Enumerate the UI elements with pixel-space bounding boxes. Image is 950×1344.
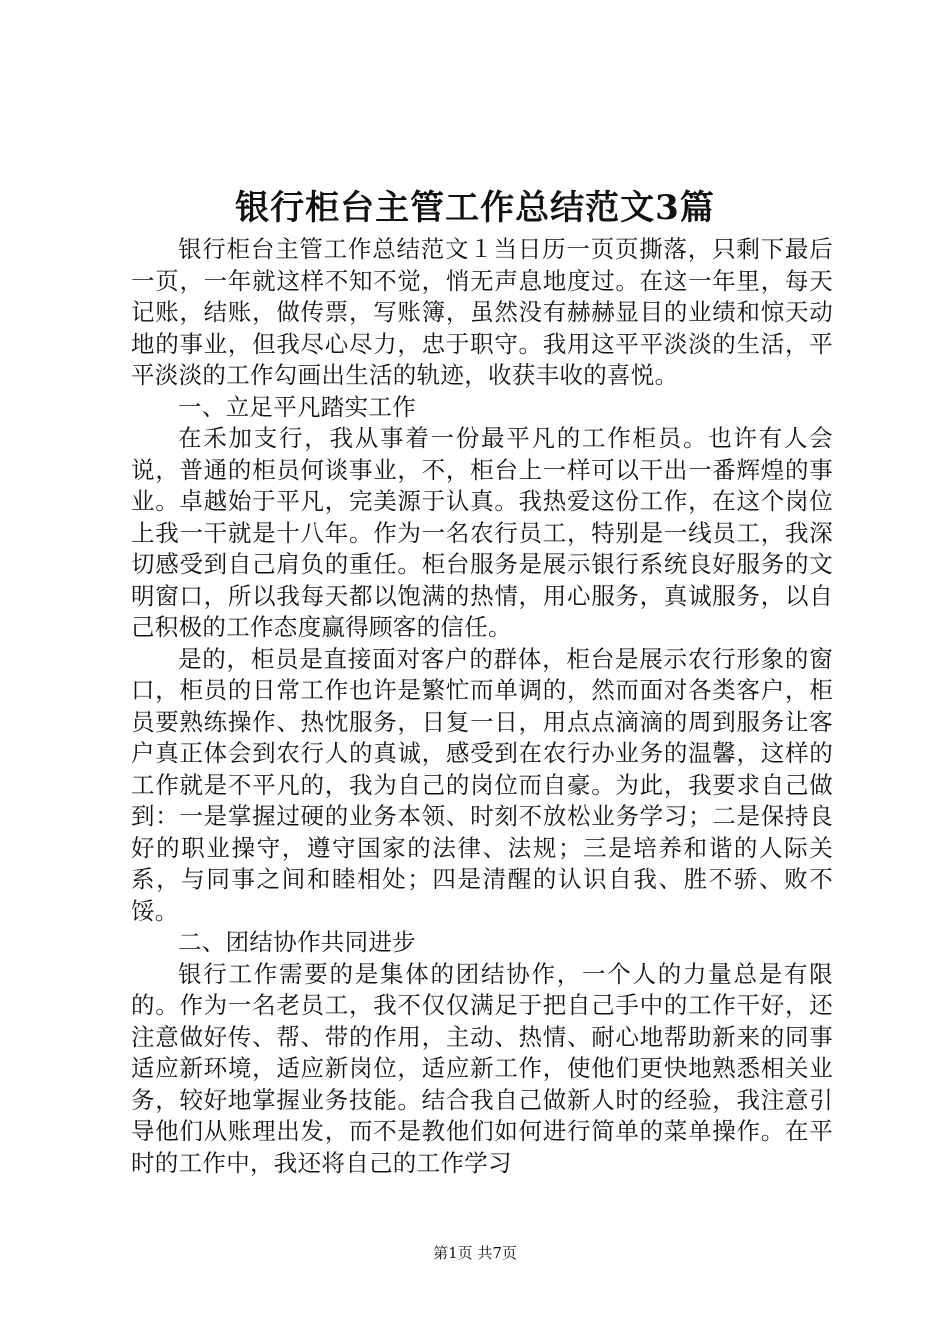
document-body bbox=[131, 234, 833, 1179]
section-heading-1: 一、立足平凡踏实工作 bbox=[178, 392, 416, 421]
paragraph-section-1b: 是的，柜员是直接面对客户的群体，柜台是展示农行形象的窗口，柜员的日常工作也许是繁忙而单调的，然而面对各类客户，柜员要熟练操作、热忱服务，日复一日，用点点滴滴的周到服务让客户真正体会到农行人的真诚，感受到在农行办业务的温馨，这样的工作就是不平凡的，我为自己的岗位而自豪。为此，我要求自己做到：一是掌握过硬的业务本领、时刻不放松业务学习；二是保持良好的职业操守，遵守国家的法律、法规；三是培养和谐的人际关系，与同事之间和睦相处；四是清醒的认识自我、胜不骄、败不馁。 bbox=[131, 644, 833, 925]
paragraph-section-1a: 在禾加支行，我从事着一份最平凡的工作柜员。也许有人会说，普通的柜员何谈事业，不，柜台上一样可以干出一番辉煌的事业。卓越始于平凡，完美源于认真。我热爱这份工作，在这个岗位上我一干就是十八年。作为一名农行员工，特别是一线员工，我深切感受到自己肩负的重任。柜台服务是展示银行系统良好服务的文明窗口，所以我每天都以饱满的热情，用心服务，真诚服务，以自己积极的工作态度赢得顾客的信任。 bbox=[131, 424, 833, 641]
paragraph-intro: 银行柜台主管工作总结范文１当日历一页页撕落，只剩下最后一页，一年就这样不知不觉，悄无声息地度过。在这一年里，每天记账，结账，做传票，写账簿，虽然没有赫赫显目的业绩和惊天动地的事业，但我尽心尽力，忠于职守。我用这平平淡淡的生活，平平淡淡的工作勾画出生活的轨迹，收获丰收的喜悦。 bbox=[131, 235, 833, 389]
paragraph-section-2a: 银行工作需要的是集体的团结协作，一个人的力量总是有限的。作为一名老员工，我不仅仅满足于把自己手中的工作干好，还注意做好传、帮、带的作用，主动、热情、耐心地帮助新来的同事适应新环境，适应新岗位，适应新工作，使他们更快地熟悉相关业务，较好地掌握业务技能。结合我自己做新人时的经验，我注意引导他们从账理出发，而不是教他们如何进行简单的菜单操作。在平时的工作中，我还将自己的工作学习 bbox=[131, 959, 833, 1177]
page-footer: 第1页 共7页 bbox=[433, 1244, 517, 1262]
section-heading-2: 二、团结协作共同进步 bbox=[178, 928, 416, 956]
document-title: 银行柜台主管工作总结范文3篇 bbox=[235, 188, 715, 228]
